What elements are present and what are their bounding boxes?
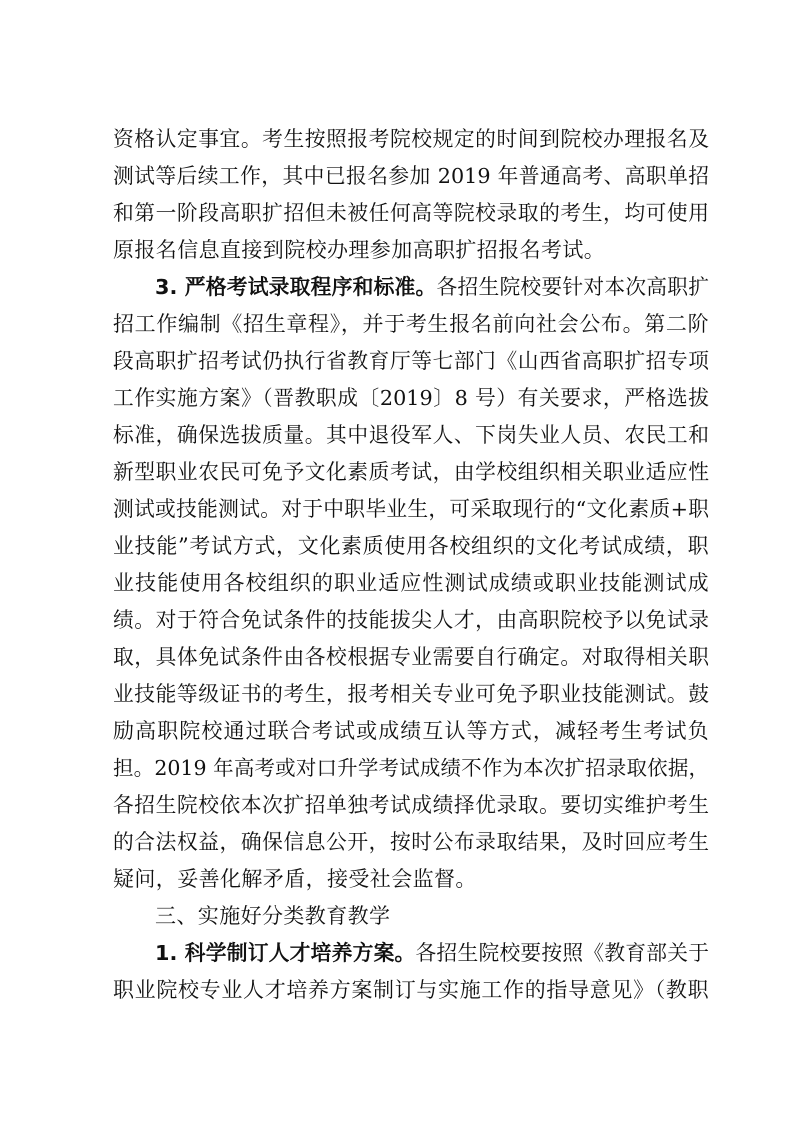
paragraph-lead-bold: 3. 严格考试录取程序和标准。 xyxy=(155,275,437,299)
text-line: 励高职院校通过联合考试或成绩互认等方式，减轻考生考试负 xyxy=(113,719,709,743)
text-line: 职业院校专业人才培养方案制订与实施工作的指导意见》（教职 xyxy=(113,978,709,1002)
section-heading: 三、实施好分类教育教学 xyxy=(155,904,391,928)
text-line: 测试或技能测试。对于中职毕业生，可采取现行的“文化素质+职 xyxy=(113,497,709,521)
text-line: 业技能使用各校组织的职业适应性测试成绩或职业技能测试成 xyxy=(113,571,709,595)
text-line: 标准，确保选拔质量。其中退役军人、下岗失业人员、农民工和 xyxy=(113,423,709,447)
text-line: 业技能”考试方式，文化素质使用各校组织的文化考试成绩，职 xyxy=(113,534,709,558)
text-line: 原报名信息直接到院校办理参加高职扩招报名考试。 xyxy=(113,238,606,262)
paragraph-lead-bold: 1. 科学制订人才培养方案。 xyxy=(155,941,416,965)
paragraph-lead-line xyxy=(155,938,709,968)
text-line: 业技能等级证书的考生，报考相关专业可免予职业技能测试。鼓 xyxy=(113,682,709,706)
text-line: 绩。对于符合免试条件的技能拔尖人才，由高职院校予以免试录 xyxy=(113,608,709,632)
text-line: 招工作编制《招生章程》，并于考生报名前向社会公布。第二阶 xyxy=(113,312,709,336)
text-line: 工作实施方案》（晋教职成〔2019〕8 号）有关要求，严格选拔 xyxy=(113,386,709,410)
text-line: 各招生院校依本次扩招单独考试成绩择优录取。要切实维护考生 xyxy=(113,793,709,817)
text-line: 担。2019 年高考或对口升学考试成绩不作为本次扩招录取依据， xyxy=(113,756,709,780)
paragraph-lead-text: 各招生院校要按照《教育部关于 xyxy=(415,941,709,965)
text-line: 和第一阶段高职扩招但未被任何高等院校录取的考生，均可使用 xyxy=(113,201,709,225)
text-line: 段高职扩招考试仍执行省教育厅等七部门《山西省高职扩招专项 xyxy=(113,349,709,373)
text-line: 新型职业农民可免予文化素质考试，由学校组织相关职业适应性 xyxy=(113,460,709,484)
paragraph-lead-line xyxy=(155,272,709,302)
paragraph-lead-text: 各招生院校要针对本次高职扩 xyxy=(436,275,709,299)
text-line: 资格认定事宜。考生按照报考院校规定的时间到院校办理报名及 xyxy=(113,127,709,151)
text-line: 疑问，妥善化解矛盾，接受社会监督。 xyxy=(113,867,477,891)
text-line: 的合法权益，确保信息公开，按时公布录取结果，及时回应考生 xyxy=(113,830,709,854)
text-line: 测试等后续工作，其中已报名参加 2019 年普通高考、高职单招 xyxy=(113,164,709,188)
text-line: 取，具体免试条件由各校根据专业需要自行确定。对取得相关职 xyxy=(113,645,709,669)
